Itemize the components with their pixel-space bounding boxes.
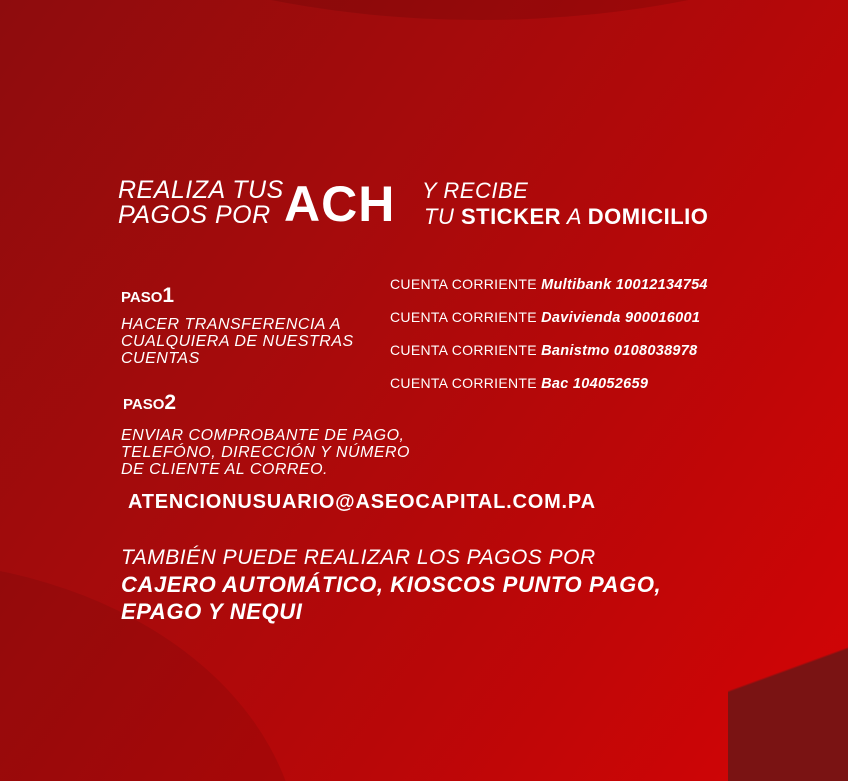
headline-sticker: STICKER <box>460 204 562 229</box>
step-1-text <box>121 316 354 367</box>
account-type: CUENTA CORRIENTE <box>390 342 537 358</box>
account-bank-number: Davivienda 900016001 <box>541 310 701 326</box>
alternative-payments-methods <box>121 571 661 625</box>
decorative-swoosh-top <box>0 0 848 20</box>
bank-account-item <box>390 375 708 408</box>
step-2-text <box>121 427 410 478</box>
account-bank-number: Banistmo 0108038978 <box>541 343 698 359</box>
headline-ach: ACH <box>284 176 396 232</box>
step-1-number: 1 <box>162 284 175 307</box>
headline-a: A <box>566 204 582 229</box>
step-2-line: ENVIAR COMPROBANTE DE PAGO, <box>121 427 405 444</box>
account-bank-number: Multibank 10012134754 <box>541 277 708 293</box>
alternative-payments-line-2: EPAGO Y NEQUI <box>121 599 303 624</box>
step-1-line: HACER TRANSFERENCIA A <box>121 316 342 333</box>
step-1-word: PASO <box>121 289 163 306</box>
step-2-label <box>123 391 176 415</box>
alternative-payments-line-1: CAJERO AUTOMÁTICO, KIOSCOS PUNTO PAGO, <box>121 572 662 597</box>
step-2-line: TELEFÓNO, DIRECCIÓN Y NÚMERO <box>121 444 410 461</box>
account-bank-number: Bac 104052659 <box>541 376 649 392</box>
account-type: CUENTA CORRIENTE <box>390 309 537 325</box>
step-2-word: PASO <box>123 396 165 413</box>
decorative-corner <box>728 601 848 781</box>
step-2-line: DE CLIENTE AL CORREO. <box>121 461 328 478</box>
headline-line-1: REALIZA TUS <box>118 176 284 204</box>
step-1-line: CUALQUIERA DE NUESTRAS <box>121 333 354 350</box>
alternative-payments-intro: TAMBIÉN PUEDE REALIZAR LOS PAGOS POR <box>121 546 596 569</box>
bank-account-item <box>390 276 708 309</box>
headline-right-line-1: Y RECIBE <box>422 178 529 203</box>
bank-account-item <box>390 342 708 375</box>
account-type: CUENTA CORRIENTE <box>390 375 537 391</box>
step-1-line: CUENTAS <box>121 350 200 367</box>
step-1-label <box>121 284 174 308</box>
bank-account-item <box>390 309 708 342</box>
step-2-number: 2 <box>164 391 177 414</box>
headline-right-line-2 <box>424 205 708 229</box>
headline-domicilio: DOMICILIO <box>587 204 709 229</box>
account-type: CUENTA CORRIENTE <box>390 276 537 292</box>
contact-email: ATENCIONUSUARIO@ASEOCAPITAL.COM.PA <box>128 491 596 513</box>
headline-line-2: PAGOS POR <box>118 201 271 229</box>
headline-left <box>118 178 284 228</box>
headline-tu: TU <box>424 204 455 229</box>
bank-accounts-list <box>390 276 708 408</box>
